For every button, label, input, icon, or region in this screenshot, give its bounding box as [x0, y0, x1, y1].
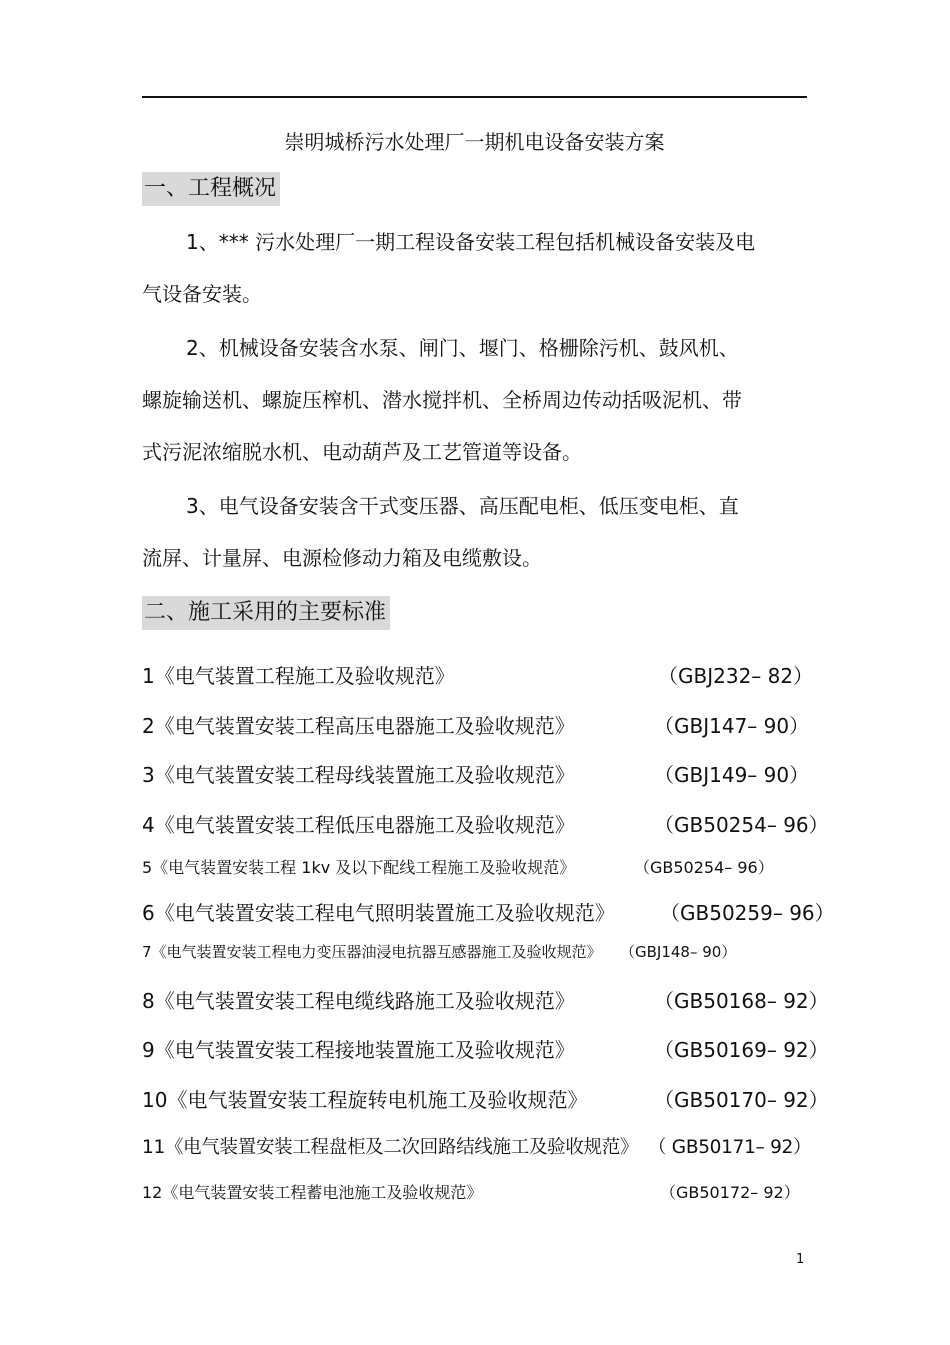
standard-code: （ GB50171– 92）: [648, 1137, 812, 1158]
standard-code: （GBJ149– 90）: [654, 763, 810, 787]
standard-code: （GB50172– 92）: [660, 1183, 800, 1202]
paragraph-line: 螺旋输送机、螺旋压榨机、潜水搅拌机、全桥周边传动括吸泥机、带: [142, 388, 742, 412]
standard-code: （GB50168– 92）: [654, 989, 829, 1013]
paragraph-line: 3、电气设备安装含干式变压器、高压配电柜、低压变电柜、直: [186, 494, 739, 518]
standard-name: 3《电气装置安装工程母线装置施工及验收规范》: [142, 763, 575, 787]
overview-paragraph-3: [142, 480, 782, 584]
paragraph-line: 流屏、计量屏、电源检修动力箱及电缆敷设。: [142, 546, 542, 570]
standard-code: （GBJ232– 82）: [658, 664, 814, 688]
standard-name: 4《电气装置安装工程低压电器施工及验收规范》: [142, 813, 575, 837]
standard-code: （GB50254– 96）: [634, 858, 774, 877]
standard-code: （GB50169– 92）: [654, 1038, 829, 1062]
standard-name: 11《电气装置安装工程盘柜及二次回路结线施工及验收规范》: [142, 1137, 639, 1158]
header-rule: [142, 96, 807, 98]
page-number: 1: [796, 1252, 805, 1267]
section-heading-standards: 二、施工采用的主要标准: [142, 596, 390, 630]
standard-name: 2《电气装置安装工程高压电器施工及验收规范》: [142, 714, 575, 738]
standard-code: （GB50259– 96）: [660, 901, 835, 925]
standard-code: （GB50170– 92）: [654, 1088, 829, 1112]
standard-name: 5《电气装置安装工程 1kv 及以下配线工程施工及验收规范》: [142, 858, 576, 877]
paragraph-line: 气设备安装。: [142, 282, 262, 306]
standard-name: 8《电气装置安装工程电缆线路施工及验收规范》: [142, 989, 575, 1013]
paragraph-line: 2、机械设备安装含水泵、闸门、堰门、格栅除污机、鼓风机、: [186, 336, 739, 360]
document-title: 崇明城桥污水处理厂一期机电设备安装方案: [284, 130, 665, 154]
overview-paragraph-2: [142, 322, 782, 478]
standard-name: 7《电气装置安装工程电力变压器油浸电抗器互感器施工及验收规范》: [142, 943, 602, 961]
standard-name: 1《电气装置工程施工及验收规范》: [142, 664, 455, 688]
standard-code: （GBJ147– 90）: [654, 714, 810, 738]
paragraph-line: 1、*** 污水处理厂一期工程设备安装工程包括机械设备安装及电: [186, 230, 756, 254]
paragraph-line: 式污泥浓缩脱水机、电动葫芦及工艺管道等设备。: [142, 440, 582, 464]
section-heading-overview: 一、工程概况: [142, 172, 280, 206]
standard-name: 9《电气装置安装工程接地装置施工及验收规范》: [142, 1038, 575, 1062]
standard-name: 12《电气装置安装工程蓄电池施工及验收规范》: [142, 1183, 483, 1202]
standard-name: 10《电气装置安装工程旋转电机施工及验收规范》: [142, 1088, 588, 1112]
overview-paragraph-1: [142, 216, 782, 320]
standard-code: （GBJ148– 90）: [620, 943, 737, 961]
standard-name: 6《电气装置安装工程电气照明装置施工及验收规范》: [142, 901, 615, 925]
standard-code: （GB50254– 96）: [654, 813, 829, 837]
